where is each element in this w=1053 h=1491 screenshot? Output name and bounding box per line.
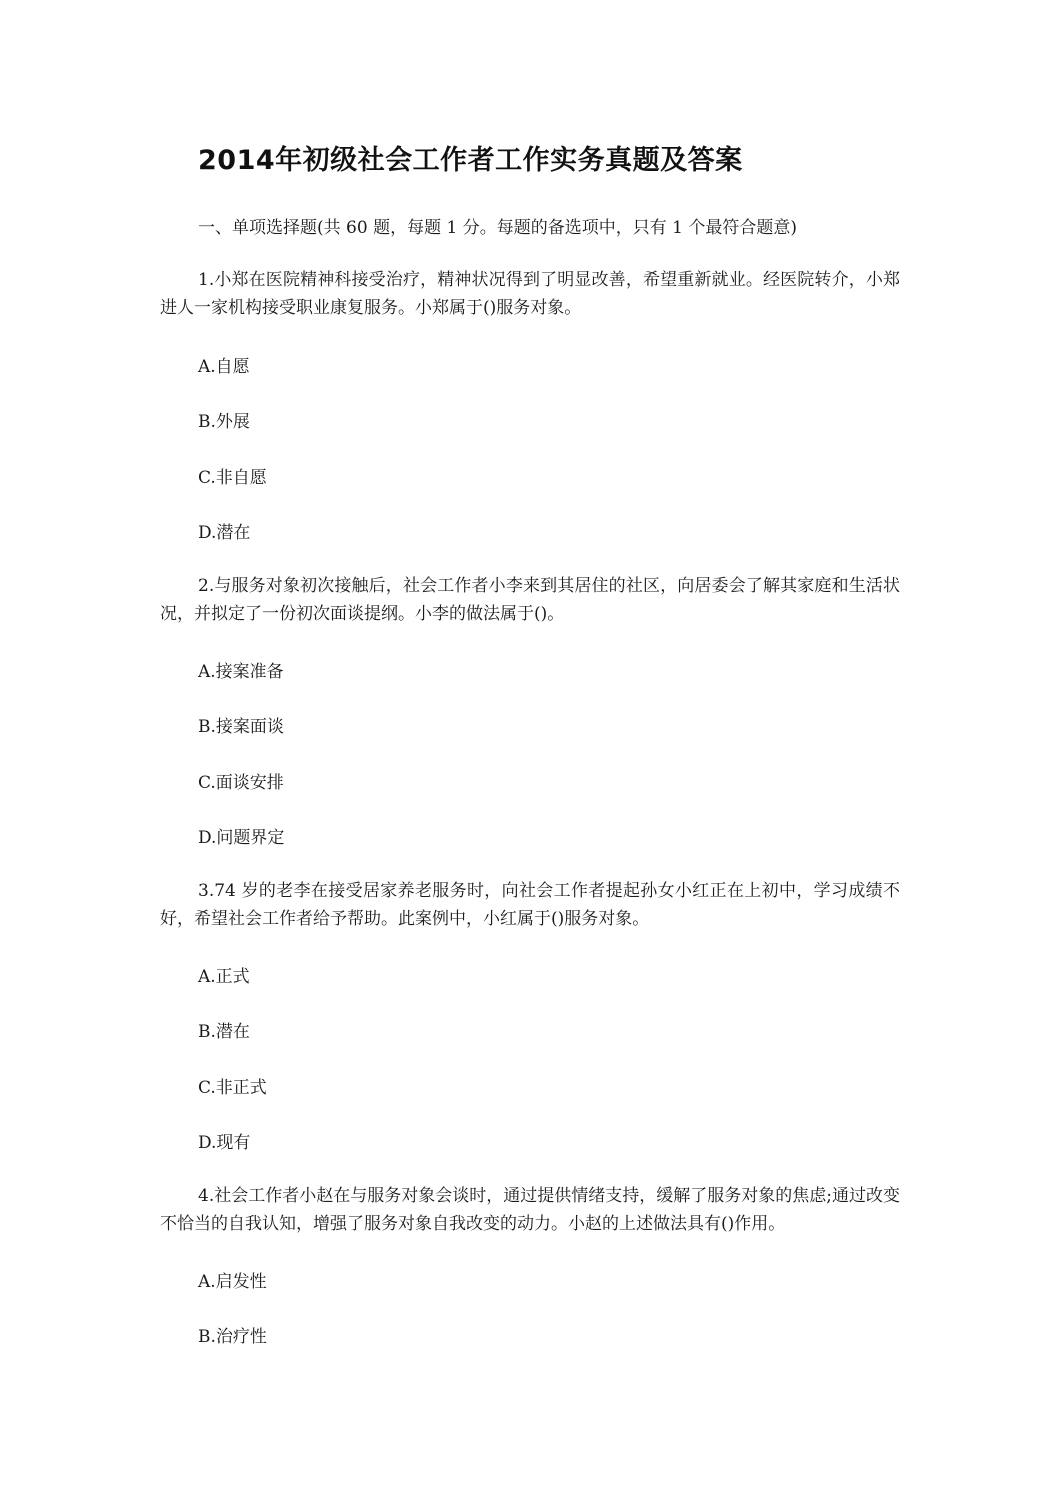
question-1-option-a: A.自愿 [198, 357, 250, 377]
question-3-option-d: D.现有 [198, 1133, 251, 1153]
question-1-option-c: C.非自愿 [198, 468, 267, 488]
question-3-option-a: A.正式 [198, 967, 250, 987]
question-2-option-c: C.面谈安排 [198, 773, 284, 793]
question-1-option-b: B.外展 [198, 412, 250, 432]
question-3-option-b: B.潜在 [198, 1022, 250, 1042]
question-4-text: 4.社会工作者小赵在与服务对象会谈时，通过提供情绪支持，缓解了服务对象的焦虑;通过改变不恰当的自我认知，增强了服务对象自我改变的动力。小赵的上述做法具有()作用。 [160, 1186, 900, 1234]
question-3-text: 3.74 岁的老李在接受居家养老服务时，向社会工作者提起孙女小红正在上初中，学习成绩不好，希望社会工作者给予帮助。此案例中，小红属于()服务对象。 [160, 881, 900, 929]
question-4-option-b: B.治疗性 [198, 1327, 267, 1347]
section-heading: 一、单项选择题(共 60 题，每题 1 分。每题的备选项中，只有 1 个最符合题意) [198, 218, 797, 238]
question-2-option-d: D.问题界定 [198, 828, 285, 848]
question-2-text: 2.与服务对象初次接触后，社会工作者小李来到其居住的社区，向居委会了解其家庭和生活状况，并拟定了一份初次面谈提纲。小李的做法属于()。 [160, 576, 900, 624]
question-1-text: 1.小郑在医院精神科接受治疗，精神状况得到了明显改善，希望重新就业。经医院转介，小郑进人一家机构接受职业康复服务。小郑属于()服务对象。 [160, 270, 900, 318]
document-title: 2014年初级社会工作者工作实务真题及答案 [198, 145, 743, 176]
question-2-option-b: B.接案面谈 [198, 717, 284, 737]
question-3-option-c: C.非正式 [198, 1078, 267, 1098]
question-1-option-d: D.潜在 [198, 523, 251, 543]
question-4-option-a: A.启发性 [198, 1272, 267, 1292]
question-2-option-a: A.接案准备 [198, 662, 284, 682]
